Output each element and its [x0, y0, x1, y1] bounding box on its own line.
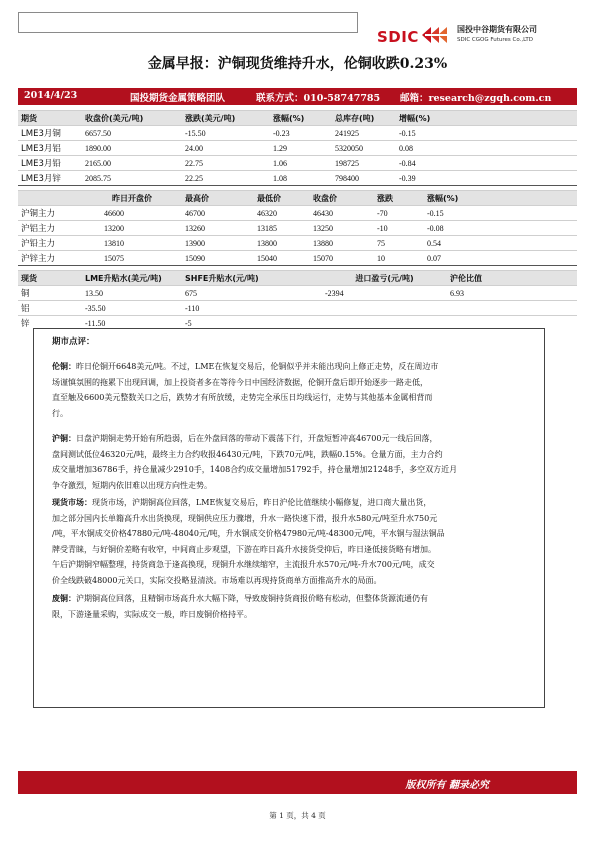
table-cell: 2085.75 [82, 171, 182, 186]
table-row [18, 141, 577, 156]
table-cell: 15040 [254, 251, 310, 266]
shfe-col-header [18, 191, 82, 206]
table-cell: 15070 [310, 251, 374, 266]
spot-table [18, 270, 577, 331]
table-cell: 198725 [332, 156, 396, 171]
table-cell: 13260 [182, 221, 254, 236]
shfe-table [18, 190, 577, 266]
table-cell: -2394 [322, 286, 447, 301]
commentary-heading: 期市点评： [52, 337, 95, 347]
shfe-header-row [18, 191, 577, 206]
table-cell: -0.15 [424, 206, 577, 221]
table-cell: 沪铅主力 [18, 236, 82, 251]
table-cell: 75 [374, 236, 424, 251]
table-cell: 铜 [18, 286, 82, 301]
spot-header-row [18, 271, 577, 286]
contact-email: 邮箱：research@zgqh.com.cn [400, 93, 552, 104]
table-row [18, 221, 577, 236]
table-cell: 13185 [254, 221, 310, 236]
table-row [18, 126, 577, 141]
text-line: 成交量增加36786手，持仓量减少2910手，1408合约成交量增加51792手，持仓量增加21248手，多空双方近月 [52, 465, 458, 474]
table-cell: 13800 [254, 236, 310, 251]
lme-col-header: 增幅(%) [396, 111, 577, 126]
table-cell: 0.08 [396, 141, 577, 156]
table-cell: 2165.00 [82, 156, 182, 171]
section-label: 伦铜： [52, 362, 76, 371]
team-name: 国投期货金属策略团队 [130, 93, 226, 104]
table-row [18, 301, 577, 316]
text-line: 加之部分国内长单籍高升水出货换现，现铜供应压力骤增，升水一路快速下滑，报升水580元/吨至升水750元 [52, 513, 438, 523]
text-line: 直至触及6600美元整数关口之后，跌势才有所放缓，走势完全承压日均线运行，走势与其他基本金属相背而 [52, 393, 433, 402]
lme-col-header: 涨跌(美元/吨) [182, 111, 270, 126]
table-cell: 46430 [310, 206, 374, 221]
table-cell: 46600 [82, 206, 182, 221]
table-cell: -10 [374, 221, 424, 236]
table-cell: LME3月铜 [18, 126, 82, 141]
table-cell: 5320050 [332, 141, 396, 156]
table-cell: -11.50 [82, 316, 182, 331]
section-spot-market [52, 495, 445, 588]
lme-table [18, 110, 577, 186]
header-frame [18, 12, 358, 33]
report-title: 金属早报：沪铜现货维持升水，伦铜收跌0.23% [147, 56, 448, 72]
footer-bar [18, 771, 577, 794]
table-cell: 15075 [82, 251, 182, 266]
section-label: 现货市场： [52, 498, 92, 507]
table-cell: 13250 [310, 221, 374, 236]
table-cell: -0.39 [396, 171, 577, 186]
table-cell: 铝 [18, 301, 82, 316]
table-cell: -5 [182, 316, 322, 331]
text-line: 限，下游逢量采购，实际成交一般，昨日废铜价格持平。 [52, 609, 252, 619]
table-cell: 13880 [310, 236, 374, 251]
market-commentary-box [33, 328, 545, 708]
table-cell: 沪铜主力 [18, 206, 82, 221]
table-cell [447, 301, 577, 316]
company-name-cn: 国投中谷期货有限公司 [457, 25, 537, 34]
section-label: 废铜： [52, 594, 76, 603]
table-cell: 798400 [332, 171, 396, 186]
logo-text: SDIC [377, 28, 419, 46]
table-cell: 675 [182, 286, 322, 301]
shfe-col-header: 涨幅(%) [424, 191, 577, 206]
table-cell: 1890.00 [82, 141, 182, 156]
table-cell: 22.25 [182, 171, 270, 186]
table-cell: -0.23 [270, 126, 332, 141]
lme-col-header: 收盘价(美元/吨) [82, 111, 182, 126]
logo-mark-icon [422, 24, 450, 46]
table-row [18, 251, 577, 266]
table-cell: 241925 [332, 126, 396, 141]
shfe-col-header: 收盘价 [310, 191, 374, 206]
table-cell: 46700 [182, 206, 254, 221]
text-line: 日盘沪期铜走势开始有所趋弱，后在外盘回落的带动下震荡下行，开盘短暂冲高46700元一线后回落， [76, 434, 438, 443]
table-cell: 0.07 [424, 251, 577, 266]
table-cell: 15090 [182, 251, 254, 266]
table-cell: LME3月锌 [18, 171, 82, 186]
table-cell: -70 [374, 206, 424, 221]
table-cell: 46320 [254, 206, 310, 221]
section-lme-copper [52, 359, 438, 421]
table-cell: 0.54 [424, 236, 577, 251]
table-cell: -0.84 [396, 156, 577, 171]
table-cell: 10 [374, 251, 424, 266]
text-line: 现货市场，沪期铜高位回落，LME恢复交易后，昨日沪伦比值继续小幅修复，进口商大量出货， [92, 498, 432, 507]
spot-col-header: LME升贴水(美元/吨) [82, 271, 182, 286]
shfe-col-header: 最高价 [182, 191, 254, 206]
table-cell: -0.15 [396, 126, 577, 141]
section-scrap-copper [52, 591, 428, 622]
text-line: 行。 [52, 408, 68, 418]
table-row [18, 156, 577, 171]
table-cell: 13.50 [82, 286, 182, 301]
table-cell: 沪铝主力 [18, 221, 82, 236]
table-row [18, 206, 577, 221]
table-cell: 22.75 [182, 156, 270, 171]
shfe-col-header: 昨日开盘价 [82, 191, 182, 206]
table-cell: 锌 [18, 316, 82, 331]
copyright-notice: 版权所有 翻录必究 [405, 780, 489, 791]
table-cell: LME3月铝 [18, 141, 82, 156]
text-line: 昨日伦铜开6648美元/吨。不过，LME在恢复交易后，伦铜似乎并未能出现向上修正走势，反在周边市 [76, 362, 439, 371]
report-date: 2014/4/23 [24, 90, 78, 101]
text-line: 午后沪期铜窄幅整理，持货商急于逢高换现，现铜升水继续缩窄，主流报升水570元/吨-升水700元/吨，成交 [52, 560, 435, 569]
table-cell: -35.50 [82, 301, 182, 316]
lme-col-header: 期货 [18, 111, 82, 126]
page-number: 第 1 页，共 4 页 [269, 811, 326, 820]
spot-col-header: SHFE升贴水(元/吨) [182, 271, 322, 286]
spot-col-header: 沪伦比值 [447, 271, 577, 286]
section-label: 沪铜： [52, 434, 76, 443]
text-line: 争夺激烈，短期内依旧难以出现方向性走势。 [52, 480, 212, 490]
section-shfe-copper [52, 431, 457, 493]
text-line: 价全线跌破48000元关口，实际交投略显清淡。市场难以再现持货商单方面推高升水的局面。 [52, 575, 382, 585]
table-cell: 1.29 [270, 141, 332, 156]
table-cell: -110 [182, 301, 322, 316]
table-cell: 13200 [82, 221, 182, 236]
table-row [18, 236, 577, 251]
spot-col-header: 现货 [18, 271, 82, 286]
text-line: 场谨慎氛围的拖累下出现回调，加上投资者多在等待今日中国经济数据，伦铜开盘后即开始逐步一路走低， [52, 377, 428, 387]
text-line: 沪期铜高位回落，且精铜市场高升水大幅下降，导致废铜持货商报价略有松动，但整体货源流通仍有 [76, 594, 428, 603]
company-logo [377, 20, 587, 50]
table-cell: -15.50 [182, 126, 270, 141]
lme-col-header: 总库存(吨) [332, 111, 396, 126]
shfe-col-header: 最低价 [254, 191, 310, 206]
text-line: 盘间测试低位46320元/吨，最终主力合约收报46430元/吨，下跌70元/吨，跌幅0.15%。仓量方面，主力合约 [52, 449, 443, 459]
text-line: 牌受青睐，与好铜价差略有收窄，中间商止步观望，下游在昨日高升水接货受抑后，昨日逢低接货略有增加。 [52, 544, 436, 554]
table-cell: 13900 [182, 236, 254, 251]
spot-col-header: 进口盈亏(元/吨) [322, 271, 447, 286]
table-cell: 1.08 [270, 171, 332, 186]
table-cell: 1.06 [270, 156, 332, 171]
table-row [18, 286, 577, 301]
table-cell: 6657.50 [82, 126, 182, 141]
table-cell [322, 301, 447, 316]
table-cell: 24.00 [182, 141, 270, 156]
table-cell: -0.08 [424, 221, 577, 236]
lme-col-header: 涨幅(%) [270, 111, 332, 126]
lme-header-row [18, 111, 577, 126]
text-line: /吨，平水铜成交价格47880元/吨-48040元/吨，升水铜成交价格47980元/吨-48300元/吨，平水铜与湿法铜品 [52, 529, 445, 538]
contact-phone: 联系方式：010-58747785 [256, 93, 381, 104]
company-name-en: SDIC CGOG Futures Co.,LTD [457, 37, 534, 43]
table-row [18, 171, 577, 186]
info-banner [18, 88, 577, 105]
table-cell: 沪锌主力 [18, 251, 82, 266]
table-cell: LME3月铅 [18, 156, 82, 171]
table-cell: 6.93 [447, 286, 577, 301]
table-cell: 13810 [82, 236, 182, 251]
shfe-col-header: 涨跌 [374, 191, 424, 206]
